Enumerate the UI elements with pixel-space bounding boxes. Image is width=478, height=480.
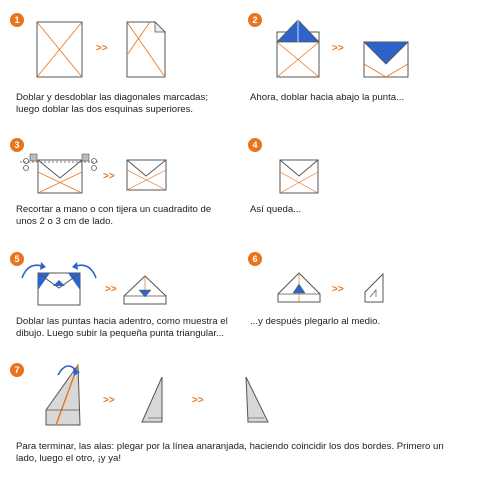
- next-arrow-7a: >>: [103, 395, 115, 406]
- step-5-caption-line-2: dibujo. Luego subir la pequeña punta triangular...: [16, 328, 225, 339]
- step-6-caption-line-1: ...y después plegarlo al medio.: [250, 316, 381, 327]
- step-6-caption: [250, 316, 380, 328]
- step-7-caption: [16, 441, 476, 465]
- step-number-badge-4: 4: [248, 138, 262, 152]
- step-number-badge-3: 3: [10, 138, 24, 152]
- step-1-drawing-b: [127, 22, 165, 77]
- step-number-badge-1: 1: [10, 13, 24, 27]
- step-1-caption-line-1: Doblar y desdoblar las diagonales marcadas;: [16, 92, 208, 103]
- step-2-drawing-b: [364, 42, 408, 77]
- step-5-caption-line-1: Doblar las puntas hacia adentro, como muestra el: [16, 316, 228, 327]
- step-2-caption-line-1: Ahora, doblar hacia abajo la punta...: [250, 92, 405, 103]
- next-arrow-3: >>: [103, 171, 115, 182]
- step-2-drawing-a: [277, 20, 319, 77]
- step-3-caption: [16, 204, 211, 228]
- step-number-badge-7: 7: [10, 363, 24, 377]
- step-5-drawing-b: [124, 276, 166, 304]
- step-1-drawing-a: [37, 22, 82, 77]
- step-5-drawing-a: [38, 273, 80, 305]
- step-number-badge-5: 5: [10, 252, 24, 266]
- step-3-drawing-b: [127, 160, 166, 190]
- step-4-drawing: [280, 160, 318, 193]
- step-7-caption-line-1: Para terminar, las alas: plegar por la línea anaranjada, haciendo coincidir los dos bordes. Primero un: [16, 441, 444, 452]
- step-4-caption-line-1: Así queda...: [250, 204, 302, 215]
- step-6-drawing-a: [278, 273, 320, 302]
- step-3-caption-line-2: unos 2 o 3 cm de lado.: [16, 216, 114, 227]
- step-3-drawing-a: [20, 160, 100, 193]
- next-arrow-1: >>: [96, 43, 108, 54]
- step-5-caption: [16, 316, 228, 340]
- step-6-drawing-b: [365, 274, 383, 302]
- step-3-caption-line-1: Recortar a mano o con tijera un cuadradito de: [16, 204, 212, 215]
- next-arrow-5: >>: [105, 284, 117, 295]
- step-number-badge-2: 2: [248, 13, 262, 27]
- step-7-drawing-b: [142, 377, 162, 422]
- step-2-caption: [250, 92, 404, 104]
- step-number-badge-6: 6: [248, 252, 262, 266]
- next-arrow-7b: >>: [192, 395, 204, 406]
- step-7-drawing-c: [246, 377, 268, 422]
- next-arrow-6: >>: [332, 284, 344, 295]
- step-1-caption-line-2: luego doblar las dos esquinas superiores.: [16, 104, 194, 115]
- step-4-caption: [250, 204, 301, 216]
- step-7-caption-line-2: lado, luego el otro, ¡y ya!: [16, 453, 122, 464]
- next-arrow-2: >>: [332, 43, 344, 54]
- step-1-caption: [16, 92, 208, 116]
